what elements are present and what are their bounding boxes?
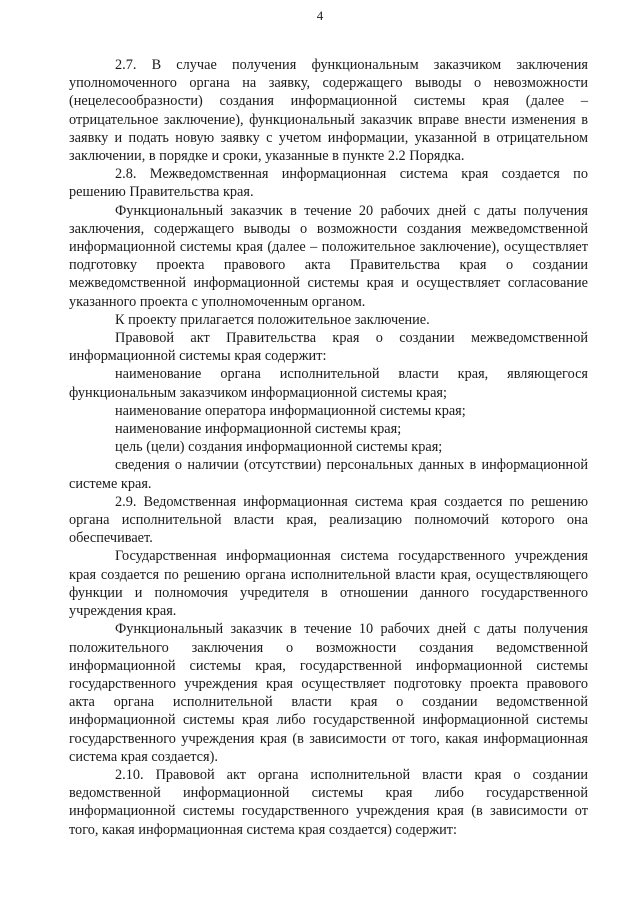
list-item-personal-data: сведения о наличии (отсутствии) персональных данных в информационной системе края. bbox=[69, 457, 588, 492]
list-item-purpose: цель (цели) создания информационной системы края; bbox=[115, 439, 443, 456]
paragraph-2-9: 2.9. Ведомственная информационная система края создается по решению органа исполнительной власти края, реализацию полномочий которого она обеспечивает. bbox=[69, 493, 588, 547]
paragraph-attachment: К проекту прилагается положительное заключение. bbox=[115, 311, 430, 328]
list-item-executive-body: наименование органа исполнительной власти края, являющегося функциональным заказчиком информационной системы края; bbox=[69, 366, 588, 401]
paragraph-2-8: 2.8. Межведомственная информационная система края создается по решению Правительства края. bbox=[69, 166, 588, 201]
paragraph-10-days: Функциональный заказчик в течение 10 рабочих дней с даты получения положительного заключения о возможности создания ведомственной информационной системы края, государственной информационной системы государственного учреждения края осуществляет подготовку проекта правового акта органа исполнительной власти края о создании ведомственной информационной системы края либо государственной информационной системы государственного учреждения края (в зависимости от того, какая информационная система края создается). bbox=[69, 621, 588, 765]
list-item-system-name: наименование информационной системы края; bbox=[115, 421, 402, 438]
list-item-operator: наименование оператора информационной системы края; bbox=[115, 402, 466, 419]
paragraph-state-institution: Государственная информационная система государственного учреждения края создается по решению органа исполнительной власти края, осуществляющего функции и полномочия учредителя в отношении данного государственного учреждения края. bbox=[69, 548, 588, 620]
paragraph-2-7: 2.7. В случае получения функциональным заказчиком заключения уполномоченного органа на заявку, содержащего выводы о невозможности (нецелесообразности) создания информационной системы края (далее – отрицательное заключение), функциональный заказчик вправе внести изменения в заявку и подать новую заявку с учетом информации, указанной в отрицательном заключении, в порядке и сроки, указанные в пункте 2.2 Порядка. bbox=[69, 57, 588, 165]
paragraph-2-10: 2.10. Правовой акт органа исполнительной власти края о создании ведомственной информационной системы края либо государственной информационной системы государственного учреждения края (в зависимости от того, какая информационная система края создается) содержит: bbox=[69, 766, 588, 838]
paragraph-act-contents: Правовой акт Правительства края о создании межведомственной информационной системы края содержит: bbox=[69, 330, 588, 365]
page-number: 4 bbox=[316, 8, 324, 23]
paragraph-project-preparation: Функциональный заказчик в течение 20 рабочих дней с даты получения заключения, содержащего выводы о возможности создания межведомственной информационной системы края (далее – положительное заключение), осуществляет подготовку проекта правового акта Правительства края о создании межведомственной информационной системы края и осуществляет согласование указанного проекта с уполномоченным органом. bbox=[69, 202, 588, 310]
document-body bbox=[69, 56, 588, 839]
